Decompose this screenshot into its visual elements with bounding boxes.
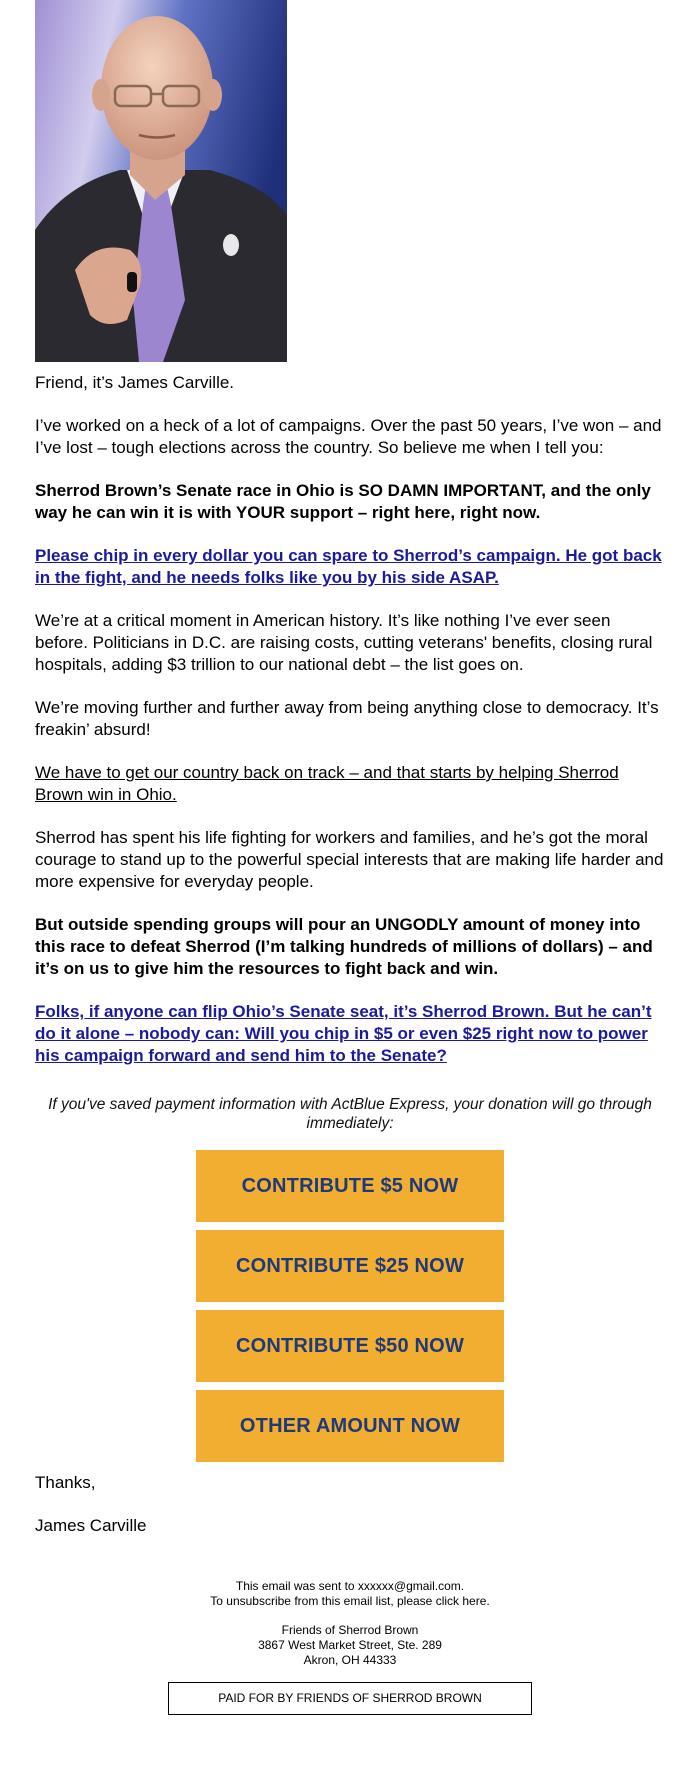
thanks-text: Thanks, [35,1473,96,1492]
contribute-50-button[interactable]: CONTRIBUTE $50 NOW [196,1310,504,1382]
unsubscribe-link[interactable]: To unsubscribe from this email list, please click here. [210,1594,490,1608]
donate-link-2[interactable]: Folks, if anyone can flip Ohio’s Senate seat, it’s Sherrod Brown. But he can’t do it alone – nobody can: Will you chip in $5 or even $25 right now to power his campaign forward and send him to the Senate? [35,1002,652,1065]
democracy-paragraph: We’re moving further and further away from being anything close to democracy. It’s freakin’ absurd! [35,698,659,739]
carville-photo [35,0,287,362]
intro-paragraph: I’ve worked on a heck of a lot of campaigns. Over the past 50 years, I’ve won – and I’ve lost – tough elections across the country. So believe me when I tell you: [35,416,662,457]
back-on-track-paragraph: We have to get our country back on track – and that starts by helping Sherrod Brown win in Ohio. [35,763,619,804]
signature-name: James Carville [35,1516,147,1535]
actblue-note: If you've saved payment information with ActBlue Express, your donation will go through immediately: [48,1096,652,1132]
greeting: Friend, it’s James Carville. [35,373,235,392]
donate-link-paragraph [35,545,665,589]
donate-link-1[interactable]: Please chip in every dollar you can spare to Sherrod’s campaign. He got back in the fight, and he needs folks like you by his side ASAP. [35,546,662,587]
email-body [35,0,665,1715]
donate-link-paragraph-2 [35,1001,665,1067]
city-address: Akron, OH 44333 [303,1653,397,1667]
street-address: 3867 West Market Street, Ste. 289 [258,1638,442,1652]
paid-for-box: PAID FOR BY FRIENDS OF SHERROD BROWN [168,1682,532,1715]
critical-moment-paragraph: We’re at a critical moment in American history. It’s like nothing I’ve ever seen before. Politicians in D.C. are raising costs, cutting veterans' benefits, closing rural hospitals, adding $3 trillion to our national debt – the list goes on. [35,611,653,674]
outside-spending-paragraph: But outside spending groups will pour an UNGODLY amount of money into this race to defeat Sherrod (I’m talking hundreds of millions of dollars) – and it’s on us to give him the resources to fight back and win. [35,915,653,978]
sherrod-record-paragraph: Sherrod has spent his life fighting for workers and families, and he’s got the moral courage to stand up to the powerful special interests that are making life harder and more expensive for everyday people. [35,828,664,891]
email-footer [35,1579,665,1715]
org-name: Friends of Sherrod Brown [281,1623,419,1637]
portrait-illustration [35,0,287,362]
sent-to-text: This email was sent to xxxxxx@gmail.com. [235,1579,465,1593]
contribute-5-button[interactable]: CONTRIBUTE $5 NOW [196,1150,504,1222]
importance-paragraph: Sherrod Brown’s Senate race in Ohio is SO DAMN IMPORTANT, and the only way he can win it is with YOUR support – right here, right now. [35,481,651,522]
footer-address [35,1623,665,1668]
other-amount-button[interactable]: OTHER AMOUNT NOW [196,1390,504,1462]
contribute-25-button[interactable]: CONTRIBUTE $25 NOW [196,1230,504,1302]
footer-notice [35,1579,665,1609]
